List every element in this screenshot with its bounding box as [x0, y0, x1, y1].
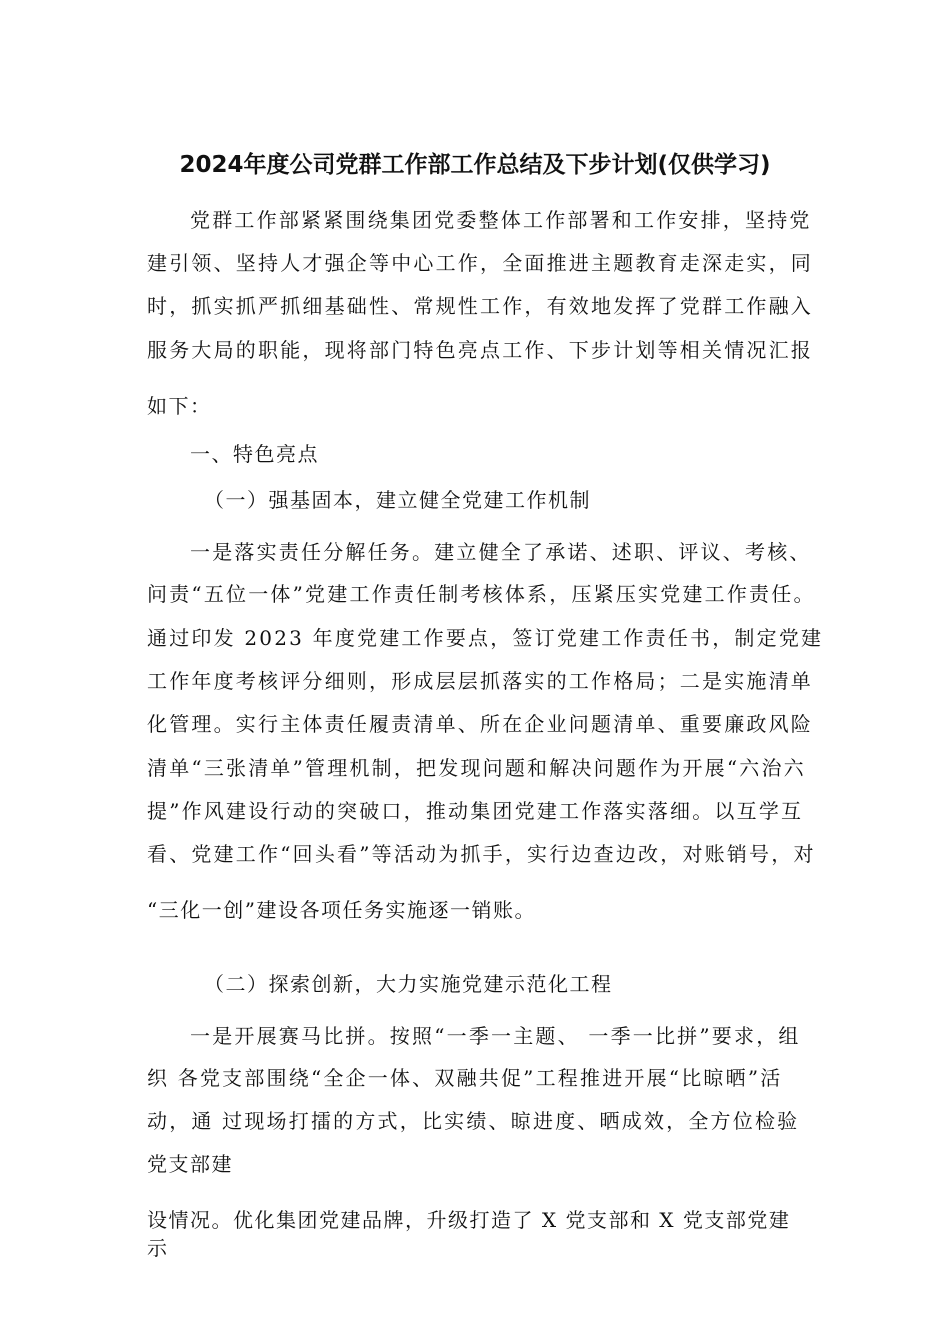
- subsection-heading: （二）探索创新，大力实施党建示范化工程: [204, 972, 613, 996]
- paragraph-line: 一是开展赛马比拼。按照“一季一主题、 一季一比拼”要求，组: [190, 1024, 801, 1048]
- paragraph-line: 如下：: [147, 394, 212, 418]
- paragraph-line: 党群工作部紧紧围绕集团党委整体工作部署和工作安排，坚持党: [190, 208, 812, 232]
- paragraph-line: 服务大局的职能，现将部门特色亮点工作、下步计划等相关情况汇报: [147, 338, 813, 362]
- paragraph-line: 看、党建工作“回头看”等活动为抓手，实行边查边改，对账销号，对: [147, 842, 816, 866]
- paragraph-line: 动，通 过现场打擂的方式，比实绩、晾进度、晒成效，全方位检验: [147, 1109, 800, 1133]
- paragraph-line: 示: [147, 1236, 169, 1260]
- paragraph-line: 织 各党支部围绕“全企一体、双融共促”工程推进开展“比晾晒”活: [147, 1066, 783, 1090]
- subsection-heading: （一）强基固本，建立健全党建工作机制: [204, 488, 591, 512]
- paragraph-line: 建引领、坚持人才强企等中心工作，全面推进主题教育走深走实，同: [147, 251, 813, 275]
- paragraph-line: 工作年度考核评分细则，形成层层抓落实的工作格局；二是实施清单: [147, 669, 813, 693]
- paragraph-line: 一是落实责任分解任务。建立健全了承诺、述职、评议、考核、: [190, 540, 812, 564]
- paragraph-line: 党支部建: [147, 1152, 233, 1176]
- paragraph-line: 通过印发 2023 年度党建工作要点，签订党建工作责任书，制定党建: [147, 626, 824, 650]
- document-title: 2024年度公司党群工作部工作总结及下步计划(仅供学习): [179, 152, 771, 178]
- paragraph-line: 设情况。优化集团党建品牌，升级打造了 X 党支部和 X 党支部党建: [147, 1208, 791, 1232]
- paragraph-line: 问责“五位一体”党建工作责任制考核体系，压紧压实党建工作责任。: [147, 582, 816, 606]
- paragraph-line: 清单“三张清单”管理机制，把发现问题和解决问题作为开展“六治六: [147, 756, 806, 780]
- paragraph-line: 时，抓实抓严抓细基础性、常规性工作，有效地发挥了党群工作融入: [147, 294, 813, 318]
- paragraph-line: 化管理。实行主体责任履责清单、所在企业问题清单、重要廉政风险: [147, 712, 813, 736]
- section-heading: 一、特色亮点: [190, 442, 319, 466]
- paragraph-line: 提”作风建设行动的突破口，推动集团党建工作落实落细。以互学互: [147, 799, 804, 823]
- paragraph-line: “三化一创”建设各项任务实施逐一销账。: [147, 898, 536, 922]
